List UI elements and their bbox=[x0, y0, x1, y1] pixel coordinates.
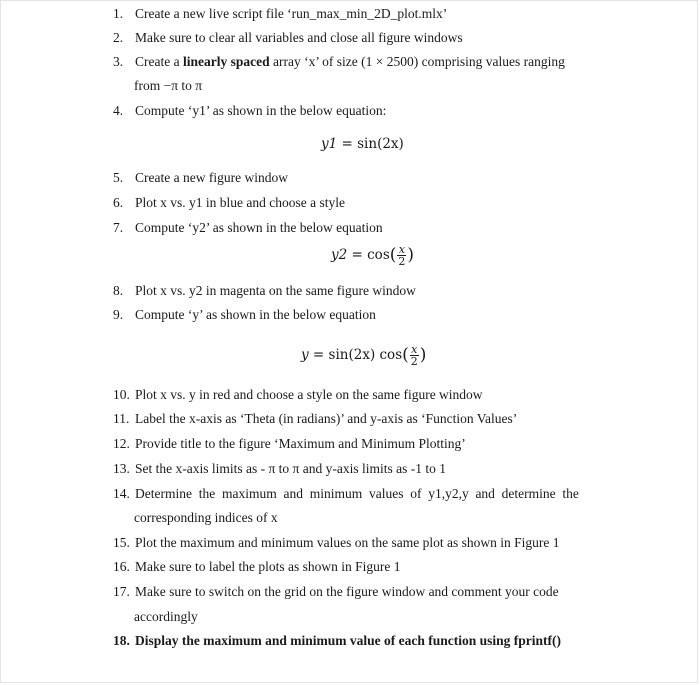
fraction-x-over-2: $\frac{x}{2}$ bbox=[410, 343, 418, 368]
equation-y2: y2 = cos( $\frac{x}{2}$ ) bbox=[331, 243, 415, 268]
item-text: Provide title to the figure ‘Maximum and Minimum Plotting’ bbox=[135, 436, 466, 451]
list-item-16: 16. Make sure to label the plots as shown in Figure 1 bbox=[113, 559, 401, 574]
list-item-4: 4. Compute ‘y1’ as shown in the below equation: bbox=[113, 103, 387, 118]
item-text: Make sure to label the plots as shown in Figure 1 bbox=[135, 559, 401, 574]
equation-y: y = sin(2x) cos( $\frac{x}{2}$ ) bbox=[301, 343, 427, 368]
list-item-18: 18. Display the maximum and minimum value of each function using fprintf() bbox=[113, 633, 562, 648]
list-item-6: 6. Plot x vs. y1 in blue and choose a style bbox=[113, 195, 345, 210]
list-item-1: 1. Create a new live script file ‘run_max_min_2D_plot.mlx’ bbox=[113, 6, 448, 21]
item-text: Plot x vs. y1 in blue and choose a style bbox=[135, 195, 345, 210]
item-text: Compute ‘y’ as shown in the below equation bbox=[135, 307, 376, 322]
item-text: Create a new live script file ‘run_max_min_2D_plot.mlx’ bbox=[135, 6, 448, 21]
list-item-17-continuation: accordingly bbox=[134, 609, 198, 624]
item-text: Label the x-axis as ‘Theta (in radians)’ and y-axis as ‘Function Values’ bbox=[135, 411, 518, 426]
list-item-13: 13. Set the x-axis limits as - π to π and y-axis limits as -1 to 1 bbox=[113, 461, 446, 476]
item-text: Create a new figure window bbox=[135, 170, 288, 185]
list-item-17: 17. Make sure to switch on the grid on the figure window and comment your code bbox=[113, 584, 559, 599]
list-item-3-continuation: from −π to π bbox=[134, 78, 203, 93]
list-item-10: 10. Plot x vs. y in red and choose a style on the same figure window bbox=[113, 387, 483, 402]
list-item-9: 9. Compute ‘y’ as shown in the below equation bbox=[113, 307, 376, 322]
item-text: Plot x vs. y in red and choose a style on the same figure window bbox=[135, 387, 483, 402]
bold-term: linearly spaced bbox=[182, 54, 270, 69]
item-text: Make sure to switch on the grid on the figure window and comment your code bbox=[135, 584, 559, 599]
list-item-11: 11. Label the x-axis as ‘Theta (in radians)’ and y-axis as ‘Function Values’ bbox=[113, 411, 518, 426]
list-item-15: 15. Plot the maximum and minimum values on the same plot as shown in Figure 1 bbox=[113, 535, 560, 550]
list-item-14: 14. Determine the maximum and minimum values of y1,y2,y and determine the bbox=[113, 486, 579, 501]
list-item-14-continuation: corresponding indices of x bbox=[134, 510, 278, 525]
item-text: Set the x-axis limits as - π to π and y-axis limits as -1 to 1 bbox=[135, 461, 446, 476]
list-item-2: 2. Make sure to clear all variables and close all figure windows bbox=[113, 30, 463, 45]
item-text: Compute ‘y1’ as shown in the below equation: bbox=[135, 103, 387, 118]
list-item-7: 7. Compute ‘y2’ as shown in the below equation bbox=[113, 220, 383, 235]
list-item-12: 12. Provide title to the figure ‘Maximum and Minimum Plotting’ bbox=[113, 436, 466, 451]
equation-y1: y1 = sin(2x) bbox=[321, 136, 404, 152]
item-text: Compute ‘y2’ as shown in the below equation bbox=[135, 220, 383, 235]
fraction-x-over-2: $\frac{x}{2}$ bbox=[398, 243, 406, 268]
item-text: Determine the maximum and minimum values of y1,y2,y and determine the bbox=[135, 486, 579, 501]
item-text: Make sure to clear all variables and close all figure windows bbox=[135, 30, 463, 45]
list-item-5: 5. Create a new figure window bbox=[113, 170, 288, 185]
list-item-3: 3. Create a linearly spaced array ‘x’ of size (1 × 2500) comprising values ranging bbox=[113, 54, 565, 69]
list-item-8: 8. Plot x vs. y2 in magenta on the same figure window bbox=[113, 283, 416, 298]
item-text: Display the maximum and minimum value of each function using fprintf() bbox=[135, 633, 562, 648]
item-text: Plot the maximum and minimum values on the same plot as shown in Figure 1 bbox=[135, 535, 560, 550]
item-text: Plot x vs. y2 in magenta on the same figure window bbox=[135, 283, 416, 298]
